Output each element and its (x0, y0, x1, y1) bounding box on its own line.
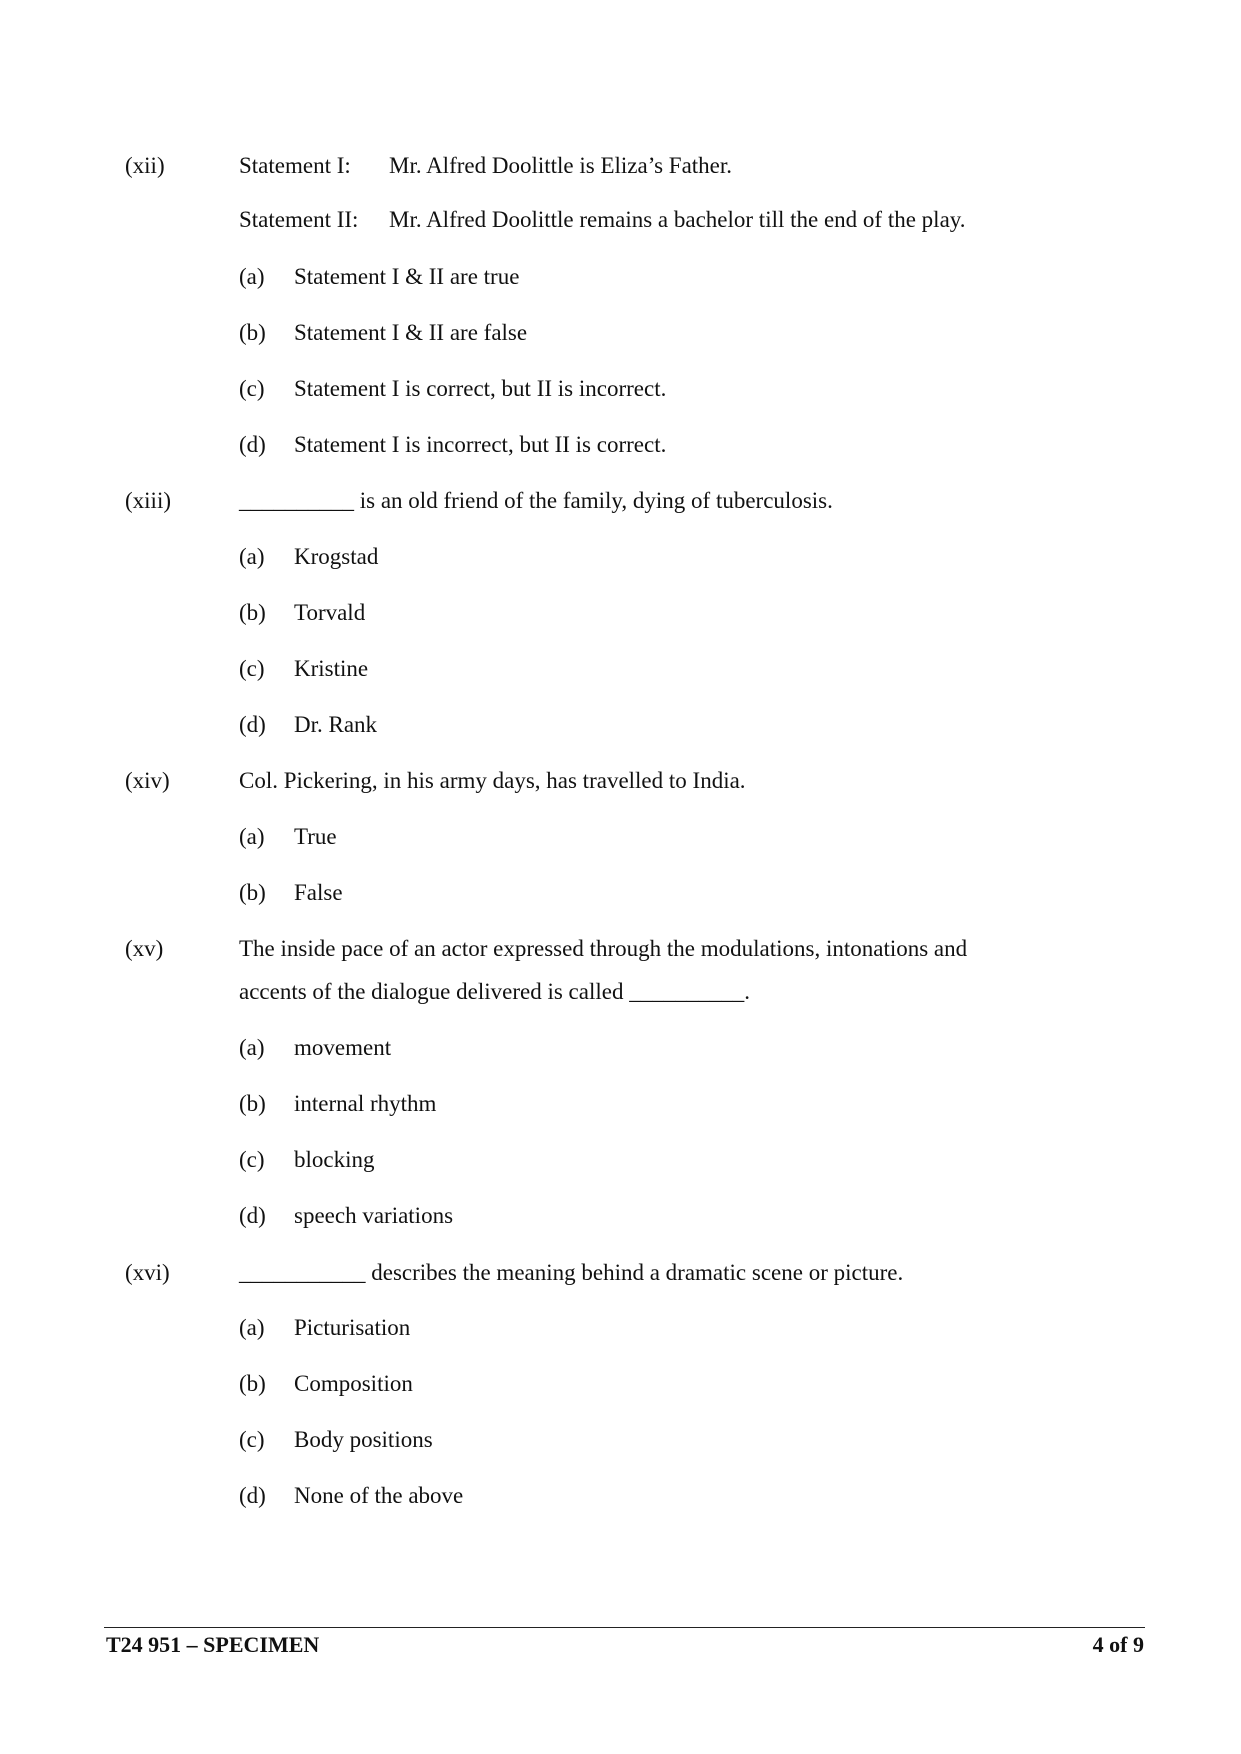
question-number: (xii) (125, 153, 165, 178)
option-label: (a) (239, 544, 265, 569)
question-text: The inside pace of an actor expressed through the modulations, intonations and (239, 936, 968, 961)
option-text: internal rhythm (294, 1091, 437, 1116)
option-label: (a) (239, 1315, 265, 1340)
option-label: (a) (239, 824, 265, 849)
option-label: (b) (239, 1371, 266, 1396)
option-text: Statement I & II are false (294, 320, 528, 345)
option-label: (b) (239, 880, 266, 905)
statement-label: Statement I: (239, 153, 351, 178)
question-number: (xiii) (125, 488, 171, 513)
option-label: (d) (239, 1203, 266, 1228)
option-text: movement (294, 1035, 392, 1060)
option-label: (a) (239, 1035, 265, 1060)
option-label: (c) (239, 1427, 265, 1452)
option-label: (b) (239, 600, 266, 625)
question-text: accents of the dialogue delivered is called __________. (239, 979, 750, 1004)
option-text: Composition (294, 1371, 413, 1396)
footer-page-number: 4 of 9 (1092, 1632, 1144, 1657)
option-text: blocking (294, 1147, 375, 1172)
question-text: ___________ describes the meaning behind a dramatic scene or picture. (239, 1260, 904, 1285)
option-label: (c) (239, 656, 265, 681)
footer-paper-code: T24 951 – SPECIMEN (106, 1632, 320, 1657)
option-label: (d) (239, 432, 266, 457)
question-number: (xiv) (125, 768, 170, 793)
statement-text: Mr. Alfred Doolittle is Eliza’s Father. (389, 153, 733, 178)
option-text: Torvald (294, 600, 366, 625)
option-text: Picturisation (294, 1315, 411, 1340)
option-text: Statement I is correct, but II is incorrect. (294, 376, 667, 401)
option-label: (b) (239, 320, 266, 345)
option-text: False (294, 880, 343, 905)
option-text: Dr. Rank (294, 712, 378, 737)
option-label: (c) (239, 376, 265, 401)
option-text: Body positions (294, 1427, 433, 1452)
question-number: (xvi) (125, 1260, 170, 1285)
footer-divider (104, 1627, 1145, 1628)
question-text: __________ is an old friend of the family, dying of tuberculosis. (239, 488, 833, 513)
option-text: Statement I is incorrect, but II is correct. (294, 432, 667, 457)
option-text: Statement I & II are true (294, 264, 520, 289)
option-text: Krogstad (294, 544, 379, 569)
option-text: speech variations (294, 1203, 454, 1228)
question-number: (xv) (125, 936, 164, 961)
option-label: (b) (239, 1091, 266, 1116)
statement-text: Mr. Alfred Doolittle remains a bachelor till the end of the play. (389, 207, 966, 232)
option-text: True (294, 824, 337, 849)
question-text: Col. Pickering, in his army days, has travelled to India. (239, 768, 746, 793)
option-label: (d) (239, 1483, 266, 1508)
option-label: (c) (239, 1147, 265, 1172)
option-label: (d) (239, 712, 266, 737)
option-label: (a) (239, 264, 265, 289)
option-text: None of the above (294, 1483, 464, 1508)
statement-label: Statement II: (239, 207, 359, 232)
option-text: Kristine (294, 656, 369, 681)
